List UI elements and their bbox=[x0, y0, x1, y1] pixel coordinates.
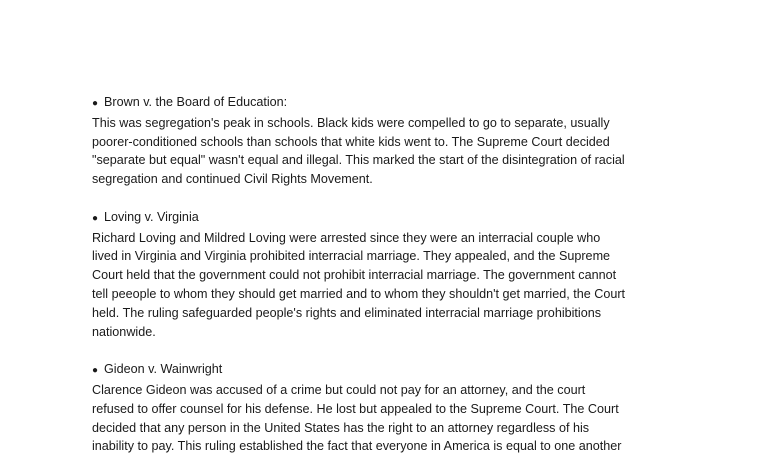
case-title: Brown v. the Board of Education: bbox=[104, 95, 288, 109]
paragraph-line: Richard Loving and Mildred Loving were arrested since they were an interracial couple who bbox=[92, 230, 601, 245]
case-title: Gideon v. Wainwright bbox=[104, 362, 223, 377]
case-section-brown bbox=[92, 93, 702, 189]
bullet-icon: ● bbox=[92, 98, 99, 109]
document-body bbox=[92, 93, 702, 475]
case-heading bbox=[92, 208, 702, 229]
paragraph-line: nationwide. bbox=[92, 324, 156, 339]
case-heading bbox=[92, 93, 702, 114]
case-heading bbox=[92, 360, 702, 381]
bullet-icon: ● bbox=[92, 365, 99, 377]
paragraph-line: held. The ruling safeguarded people's rights and eliminated interracial marriage prohibitions bbox=[92, 305, 602, 320]
paragraph-line: segregation and continued Civil Rights Movement. bbox=[92, 172, 373, 187]
case-section-loving bbox=[92, 208, 702, 342]
paragraph-line: lived in Virginia and Virginia prohibited interracial marriage. They appealed, and the Supreme bbox=[92, 249, 611, 264]
paragraph-line: refused to offer counsel for his defense. He lost but appealed to the Supreme Court. The Court bbox=[92, 401, 619, 416]
case-section-gideon bbox=[92, 360, 702, 456]
paragraph-line: "separate but equal" wasn't equal and illegal. This marked the start of the disintegration of racial bbox=[92, 153, 625, 168]
paragraph-line: Court held that the government could not prohibit interracial marriage. The government cannot bbox=[92, 268, 617, 283]
bullet-icon: ● bbox=[92, 212, 99, 224]
paragraph-line: poorer-conditioned schools than schools that white kids went to. The Supreme Court decided bbox=[92, 134, 610, 149]
paragraph-line: Clarence Gideon was accused of a crime but could not pay for an attorney, and the court bbox=[92, 382, 586, 397]
case-title: Loving v. Virginia bbox=[104, 209, 199, 224]
paragraph-line: tell peeople to whom they should get married and to whom they shouldn't get married, the Court bbox=[92, 286, 626, 301]
paragraph-line: This was segregation's peak in schools. Black kids were compelled to go to separate, usually bbox=[92, 115, 610, 130]
paragraph-line: decided that any person in the United States has the right to an attorney regardless of his bbox=[92, 420, 590, 435]
paragraph-line: inability to pay. This ruling established the fact that everyone in America is equal to one another bbox=[92, 439, 622, 454]
